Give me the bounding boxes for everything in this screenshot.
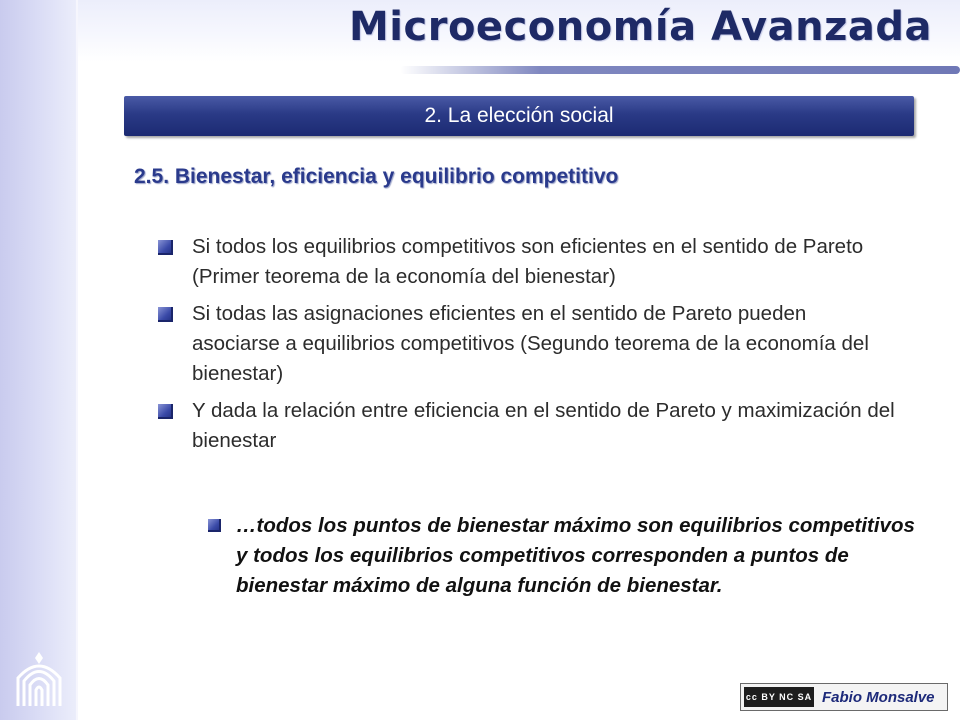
title-underline-rule (400, 66, 960, 74)
university-arch-logo-icon (8, 648, 70, 710)
left-decorative-band (0, 0, 78, 720)
sub-bullet-text: …todos los puntos de bienestar máximo son equilibrios competitivos y todos los equilibrios competitivos corresponden a puntos de bienestar máximo de alguna función de bienestar. (236, 514, 915, 597)
subsection-title: 2.5. Bienestar, eficiencia y equilibrio competitivo (134, 165, 619, 188)
sub-bullet-item (208, 511, 926, 601)
course-title: Microeconomía Avanzada (349, 4, 932, 50)
left-band-edge (76, 0, 78, 720)
list-item (158, 299, 898, 389)
list-item (158, 396, 898, 456)
bullet-list (158, 232, 898, 463)
author-name: Fabio Monsalve (822, 688, 935, 706)
bullet-text: Si todas las asignaciones eficientes en el sentido de Pareto pueden asociarse a equilibrios competitivos (Segundo teorema de la economía del bienestar) (192, 302, 869, 385)
section-title-bar (124, 96, 914, 136)
square-bullet-icon (158, 307, 173, 322)
square-bullet-icon (208, 519, 221, 532)
bullet-text: Si todos los equilibrios competitivos son eficientes en el sentido de Pareto (Primer teorema de la economía del bienestar) (192, 235, 864, 288)
bullet-text: Y dada la relación entre eficiencia en el sentido de Pareto y maximización del bienestar (192, 399, 895, 452)
license-box (740, 683, 948, 711)
license-badge-text: cc BY NC SA (745, 692, 813, 702)
creative-commons-icon (744, 687, 814, 707)
square-bullet-icon (158, 404, 173, 419)
section-title: 2. La elección social (424, 104, 614, 127)
list-item (158, 232, 898, 292)
square-bullet-icon (158, 240, 173, 255)
